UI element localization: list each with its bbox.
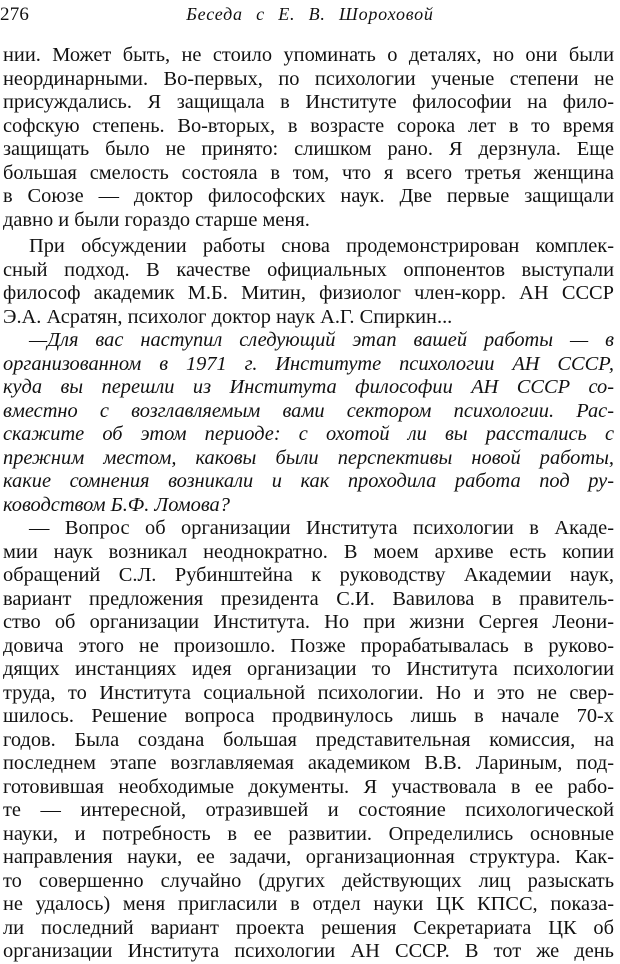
text-line: прежним местом, каковы были перспективы новой работы, (3, 446, 614, 469)
text-line: ководством Б.Ф. Ломова? (3, 493, 230, 516)
text-line: науки, и потребность в ее развитии. Определились основные (3, 822, 614, 845)
text-line: организации Института психологии АН СССР. В тот же день (3, 940, 614, 962)
text-line: обращений С.Л. Рубинштейна к руководству Академии наук, (3, 564, 614, 586)
text-line: в Союзе — доктор философских наук. Две первые защищали (3, 185, 614, 207)
text-line: философ академик М.Б. Митин, физиолог член-корр. АН СССР (3, 282, 614, 304)
text-line: неординарными. Во-первых, по психологии ученые степени не (3, 67, 614, 90)
page-header (0, 4, 620, 30)
interviewer-question (3, 329, 614, 517)
text-line: годов. Была создана большая представительная комиссия, на (3, 728, 614, 751)
text-line: те — интересной, отразившей и состояние психологической (3, 799, 614, 821)
running-title: Беседа с Е. В. Шороховой (186, 4, 434, 24)
text-line: присуждались. Я защищала в Институте философии на фило- (3, 91, 614, 113)
text-line: последнем этапе возглавляемая академиком В.В. Лариным, под- (3, 752, 614, 774)
text-line: вместно с возглавляемым вами сектором психологии. Рас- (3, 399, 614, 422)
text-line: При обсуждении работы снова продемонстрирован комплек- (29, 235, 614, 257)
text-line: вариант предложения президента С.И. Вавилова в правитель- (3, 587, 614, 610)
body-text (3, 44, 614, 964)
text-line: — Вопрос об организации Института психологии в Акаде- (29, 517, 614, 539)
text-line: ли последний вариант проекта решения Секретариата ЦК об (3, 916, 614, 939)
paragraph-discussion (3, 235, 614, 329)
answer-paragraph (3, 517, 614, 964)
paragraph-continuation (3, 44, 614, 232)
text-line: сный подход. В качестве официальных оппонентов выступали (3, 258, 614, 281)
text-line: шилось. Решение вопроса продвинулось лишь в начале 70-х (3, 705, 614, 727)
text-line: не удалось) меня пригласили в отдел науки ЦК КПСС, показа- (3, 893, 614, 915)
text-line: большая смелость состояла в том, что я всего третья женщина (3, 161, 614, 184)
text-line: нии. Может быть, не стоило упоминать о деталях, но они были (3, 44, 614, 66)
text-line: какие сомнения возникали и как проходила работа под ру- (3, 470, 614, 492)
text-line: дящих инстанциях идея организации то Института психологии (3, 658, 614, 680)
text-line: скажите об этом периоде: с охотой ли вы расстались с (3, 423, 614, 445)
text-line: давно и были гораздо старше меня. (3, 208, 310, 231)
text-line: защищать было не принято: слишком рано. Я дерзнула. Еще (3, 138, 614, 160)
text-line: куда вы перешли из Института философии АН СССР со- (3, 376, 614, 398)
text-line: софскую степень. Во-вторых, в возрасте сорока лет в то время (3, 114, 614, 137)
text-line: труда, то Института социальной психологии. Но и это не свер- (3, 681, 614, 704)
text-line: готовившая необходимые документы. Я участвовала в ее рабо- (3, 775, 614, 798)
text-line: ство об организации Института. Но при жизни Сергея Леони- (3, 611, 614, 633)
text-line: Э.А. Асратян, психолог доктор наук А.Г. Спиркин... (3, 305, 453, 328)
text-line: довича этого не произошло. Позже прорабатывалась в руково- (3, 634, 614, 657)
text-line: организованном в 1971 г. Институте психологии АН СССР, (3, 352, 614, 375)
page-number: 276 (0, 4, 30, 25)
text-line: мии наук возникал неоднократно. В моем архиве есть копии (3, 540, 614, 563)
text-line: то совершенно случайно (других действующих лиц разыскать (3, 869, 614, 892)
text-line: —Для вас наступил следующий этап вашей работы — в (29, 329, 614, 351)
text-line: направления науки, ее задачи, организационная структура. Как- (3, 846, 614, 868)
